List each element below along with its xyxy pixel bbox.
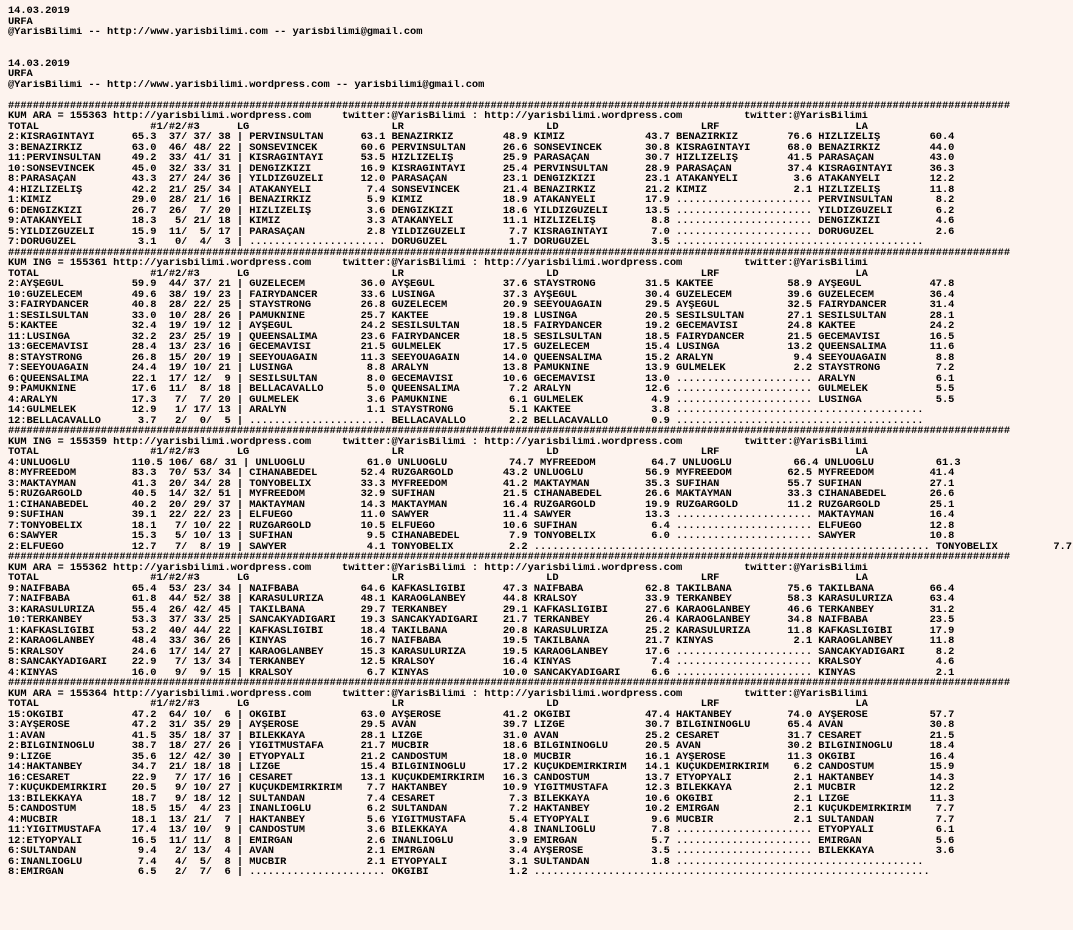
report-line: KUM ARA = 155363 http://yarisbilimi.wordpress.com twitter:@YarisBilimi : http://yarisbilimi.wordpress.com twitter:@YarisBilimi: [8, 111, 868, 122]
report-line: TOTAL #1/#2/#3 LG LR LD LRF LA: [8, 268, 868, 279]
report-line: 4:HIZLIZELİŞ 42.2 21/ 25/ 34 | ATAKANYELİ 7.4 SONSEVİNCEK 21.4 BENAZİRKIZ 21.2 KIMIZ 2.1 HIZLIZELİŞ 11.8: [8, 184, 955, 195]
report-line: 1:SESİLSULTAN 33.0 10/ 28/ 26 | PAMUKNİNE 25.7 KAKTEE 19.8 LUSINGA 20.5 SESİLSULTAN 27.1 SESİLSULTAN 28.1: [8, 310, 955, 321]
report-line: 3:MAKTAYMAN 41.3 20/ 34/ 28 | TONYOBELIX 33.3 MYFREEDOM 41.2 MAKTAYMAN 35.3 SUFİHAN 55.7 SUFİHAN 27.1: [8, 478, 955, 489]
report-line: 1:KAFKASLIGİBİ 53.2 40/ 44/ 22 | KAFKASLIGİBİ 18.4 TAKILBANA 20.8 KARASULURIZA 25.2 KARASULURIZA 11.8 KAFKASLIGİBİ 17.9: [8, 625, 955, 636]
report-line: @YarisBilimi -- http://www.yarisbilimi.com -- yarisbilimi@gmail.com: [8, 27, 423, 38]
report-line: 4:MÜCBİR 18.1 13/ 21/ 7 | HAKTANBEY 5.6 YİĞİTMUSTAFA 5.4 ETYOPYALI 9.6 MÜCBİR 2.1 SULTANDAN 7.7: [8, 814, 955, 825]
report-line: 5:CANDOSTUM 18.5 15/ 4/ 23 | İNANLIOĞLU 6.2 SULTANDAN 7.2 HAKTANBEY 10.2 EMİRGAN 2.1 KÜÇÜKDEMİRKIRIM 7.7: [8, 804, 955, 815]
report-line: 15:OKGİBİ 47.2 64/ 10/ 6 | OKGİBİ 63.0 AYŞEROSE 41.2 OKGİBİ 47.4 HAKTANBEY 74.0 AYŞEROSE 57.7: [8, 709, 955, 720]
report-line: 6:İNANLIOĞLU 7.4 4/ 5/ 8 | MÜCBİR 2.1 ETYOPYALI 3.1 SULTANDAN 1.8 ........................................: [8, 856, 924, 867]
report-line: TOTAL #1/#2/#3 LG LR LD LRF LA: [8, 121, 868, 132]
report-line: 7:SEEYOUAGAIN 24.4 19/ 10/ 21 | LUSINGA 8.8 ARALYN 13.8 PAMUKNİNE 13.9 GÜLMELEK 2.2 STAYSTRONG 7.2: [8, 363, 955, 374]
report-line: 9:LİZGE 35.6 12/ 42/ 30 | ETYOPYALI 21.2 CANDOSTUM 18.0 MÜCBİR 16.1 AYŞEROSE 11.3 OKGİBİ 16.4: [8, 751, 955, 762]
report-line: 8:EMİRGAN 6.5 2/ 7/ 6 | ...................... OKGİBİ 1.2 ................................................................: [8, 867, 930, 878]
report-line: 6:DENGİZKIZI 26.7 26/ 7/ 20 | HIZLIZELİŞ 3.6 DENGİZKIZI 18.6 YILDIZGÜZELİ 13.5 ...................... YILDIZGÜZELİ 6.2: [8, 205, 955, 216]
report-line: 4:KİNYAS 16.0 9/ 9/ 15 | KRALSOY 6.7 KİNYAS 10.0 SANCAKYADİGARI 6.6 ...................... KİNYAS 2.1: [8, 667, 955, 678]
report-line: 6:SULTANDAN 9.4 2/ 13/ 4 | AVAN 2.1 EMİRGAN 3.4 AYŞEROSE 3.5 ...................... BİLEKKAYA 3.6: [8, 846, 955, 857]
report-line: KUM İNG = 155359 http://yarisbilimi.wordpress.com twitter:@YarisBilimi : http://yarisbilimi.wordpress.com twitter:@YarisBilimi: [8, 436, 868, 447]
report-line: 14.03.2019: [8, 6, 70, 17]
report-line: KUM İNG = 155361 http://yarisbilimi.wordpress.com twitter:@YarisBilimi : http://yarisbilimi.wordpress.com twitter:@YarisBilimi: [8, 258, 868, 269]
report-line: 3:KARASULURIZA 55.4 26/ 42/ 45 | TAKILBANA 29.7 TERKANBEY 29.1 KAFKASLIGİBİ 27.6 KARAOĞLANBEY 46.6 TERKANBEY 31.2: [8, 604, 955, 615]
report-line: 9:PAMUKNİNE 17.6 11/ 8/ 18 | BELLACAVALLO 5.0 QUEENSALİMA 7.2 ARALYN 12.6 ...................... GÜLMELEK 5.5: [8, 384, 955, 395]
report-line: 11:PERVİNSULTAN 49.2 33/ 41/ 31 | KISRAĞINTAYI 53.5 HIZLIZELİŞ 25.9 PARASAÇAN 30.7 HIZLIZELİŞ 41.5 PARASAÇAN 43.0: [8, 153, 955, 164]
report-line: 5:RÜZGARGOLD 40.5 14/ 32/ 51 | MYFREEDOM 32.9 SUFİHAN 21.5 CİHANABEDEL 26.6 MAKTAYMAN 33.3 CİHANABEDEL 26.6: [8, 489, 955, 500]
report-line: @YarisBilimi -- http://www.yarisbilimi.wordpress.com -- yarisbilimi@gmail.com: [8, 79, 485, 90]
report-line: [8, 90, 1073, 101]
report-line: 1:KIMIZ 29.0 28/ 21/ 16 | BENAZİRKIZ 5.9 KIMIZ 18.9 ATAKANYELİ 17.9 ...................... PERVİNSULTAN 8.2: [8, 195, 955, 206]
report-line: ##################################################################################################################################################################: [8, 426, 1011, 437]
report-line: ##################################################################################################################################################################: [8, 552, 1011, 563]
report-line: TOTAL #1/#2/#3 LG LR LD LRF LA: [8, 699, 868, 710]
report-line: 14:GÜLMELEK 12.9 1/ 17/ 13 | ARALYN 1.1 STAYSTRONG 5.1 KAKTEE 3.8 ........................................: [8, 405, 924, 416]
report-line: 2:BİLGİNİNOĞLU 38.7 18/ 27/ 26 | YİĞİTMUSTAFA 21.7 MÜCBİR 18.6 BİLGİNİNOĞLU 20.5 AVAN 30.2 BİLGİNİNOĞLU 18.4: [8, 741, 955, 752]
report-line: 2:KISRAĞINTAYI 65.3 37/ 37/ 38 | PERVİNSULTAN 63.1 BENAZİRKIZ 48.9 KIMIZ 43.7 BENAZİRKIZ 76.6 HIZLIZELİŞ 60.4: [8, 132, 955, 143]
report-line: 16:CESARET 22.9 7/ 17/ 16 | CESARET 13.1 KÜÇÜKDEMİRKIRIM 16.3 CANDOSTUM 13.7 ETYOPYALI 2.1 HAKTANBEY 14.3: [8, 772, 955, 783]
report-line: KUM ARA = 155362 http://yarisbilimi.wordpress.com twitter:@YarisBilimi : http://yarisbilimi.wordpress.com twitter:@YarisBilimi: [8, 562, 868, 573]
report-line: ##################################################################################################################################################################: [8, 678, 1011, 689]
report-line: TOTAL #1/#2/#3 LG LR LD LRF LA: [8, 447, 868, 458]
report-line: 1:AVAN 41.5 35/ 18/ 37 | BİLEKKAYA 28.1 LİZGE 31.0 AVAN 25.2 CESARET 31.7 CESARET 21.5: [8, 730, 955, 741]
report-line: 9:ATAKANYELİ 18.3 5/ 21/ 18 | KIMIZ 3.3 ATAKANYELİ 11.1 HIZLIZELİŞ 8.8 ...................... DENGİZKIZI 4.6: [8, 216, 955, 227]
report-line: URFA: [8, 16, 33, 27]
report-line: 11:LUSINGA 32.2 23/ 25/ 19 | QUEENSALİMA 23.6 FAIRYDANCER 18.5 SESİLSULTAN 18.5 FAIRYDANCER 21.5 GECEMAVİSİ 16.5: [8, 331, 955, 342]
report-line: 13:BİLEKKAYA 18.7 9/ 18/ 12 | SULTANDAN 7.4 CESARET 7.3 BİLEKKAYA 10.6 OKGİBİ 2.1 LİZGE 11.3: [8, 793, 955, 804]
report-line: 9:SUFİHAN 39.1 22/ 22/ 23 | ELFUEGO 11.0 SAWYER 11.4 SAWYER 13.3 ...................... MAKTAYMAN 16.4: [8, 510, 955, 521]
report-line: ##################################################################################################################################################################: [8, 247, 1011, 258]
report-line: URFA: [8, 69, 33, 80]
report-line: 8:SANCAKYADİGARI 22.9 7/ 13/ 34 | TERKANBEY 12.5 KRALSOY 16.4 KİNYAS 7.4 ...................... KRALSOY 4.6: [8, 657, 955, 668]
report-line: TOTAL #1/#2/#3 LG LR LD LRF LA: [8, 573, 868, 584]
report-line: 1:CİHANABEDEL 40.2 20/ 29/ 37 | MAKTAYMAN 14.3 MAKTAYMAN 16.4 RÜZGARGOLD 19.9 RÜZGARGOLD 11.2 RÜZGARGOLD 25.1: [8, 499, 955, 510]
report-line: KUM ARA = 155364 http://yarisbilimi.wordpress.com twitter:@YarisBilimi : http://yarisbilimi.wordpress.com twitter:@YarisBilimi: [8, 688, 868, 699]
report-line: [8, 38, 1073, 49]
report-line: 7:KÜÇÜKDEMİRKIRI 20.5 9/ 10/ 27 | KÜÇÜKDEMİRKIRIM 7.7 HAKTANBEY 10.9 YİĞİTMUSTAFA 12.3 BİLEKKAYA 2.1 MÜCBİR 12.2: [8, 783, 955, 794]
report-line: 6:QUEENSALİMA 22.1 17/ 12/ 9 | SESİLSULTAN 8.0 GECEMAVİSİ 10.6 GECEMAVİSİ 13.0 ...................... ARALYN 6.1: [8, 373, 955, 384]
report-line: 3:BENAZİRKIZ 63.0 46/ 48/ 22 | SONSEVİNCEK 60.6 PERVİNSULTAN 26.6 SONSEVİNCEK 30.8 KISRAĞINTAYI 68.0 BENAZİRKIZ 44.0: [8, 142, 955, 153]
report-line: [8, 48, 1073, 59]
report-line: 3:AYŞEROSE 47.2 31/ 35/ 29 | AYŞEROSE 29.5 AVAN 39.7 LİZGE 30.7 BİLGİNİNOĞLU 65.4 AVAN 30.8: [8, 720, 955, 731]
report-line: 11:YİĞİTMUSTAFA 17.4 13/ 10/ 9 | CANDOSTUM 3.6 BİLEKKAYA 4.8 İNANLIOĞLU 7.8 ...................... ETYOPYALI 6.1: [8, 825, 955, 836]
report-line: 2:AYŞEGÜL 59.9 44/ 37/ 21 | GÜZELECEM 36.0 AYŞEGÜL 37.6 STAYSTRONG 31.5 KAKTEE 58.9 AYŞEGÜL 47.8: [8, 279, 955, 290]
report-line: 6:SAWYER 15.3 5/ 10/ 13 | SUFİHAN 9.5 CİHANABEDEL 7.9 TONYOBELIX 6.0 ...................... SAWYER 10.8: [8, 531, 955, 542]
report-line: 4:ARALYN 17.3 7/ 7/ 20 | GÜLMELEK 3.6 PAMUKNİNE 6.1 GÜLMELEK 4.9 ...................... LUSINGA 5.5: [8, 394, 955, 405]
report-line: 14.03.2019: [8, 58, 70, 69]
report-line: 7:DORUGÜZEL 3.1 0/ 4/ 3 | ...................... DORUGÜZEL 1.7 DORUGÜZEL 3.5 ........................................: [8, 237, 924, 248]
report-line: 5:KAKTEE 32.4 19/ 19/ 12 | AYŞEGÜL 24.2 SESİLSULTAN 18.5 FAIRYDANCER 19.2 GECEMAVİSİ 24.8 KAKTEE 24.2: [8, 321, 955, 332]
report-line: 10:SONSEVİNCEK 45.0 32/ 33/ 31 | DENGİZKIZI 16.9 KISRAĞINTAYI 25.4 PERVİNSULTAN 28.9 PARASAÇAN 37.4 KISRAĞINTAYI 36.3: [8, 163, 955, 174]
report-line: 5:KRALSOY 24.6 17/ 14/ 27 | KARAOĞLANBEY 15.3 KARASULURIZA 19.5 KARAOĞLANBEY 17.6 ...................... SANCAKYADİGARI 8.2: [8, 646, 955, 657]
report-line: 8:PARASAÇAN 43.3 27/ 24/ 36 | YILDIZGÜZELİ 12.0 PARASAÇAN 23.1 DENGİZKIZI 23.1 ATAKANYELİ 3.6 ATAKANYELİ 12.2: [8, 174, 955, 185]
report-line: 8:MYFREEDOM 83.3 70/ 53/ 34 | CİHANABEDEL 52.4 RÜZGARGOLD 43.2 ÜNLÜOĞLU 56.9 MYFREEDOM 62.5 MYFREEDOM 41.4: [8, 468, 955, 479]
report-line: ##################################################################################################################################################################: [8, 100, 1011, 111]
report-line: 9:NAİFBABA 65.4 53/ 23/ 34 | NAİFBABA 64.6 KAFKASLIGİBİ 47.3 NAİFBABA 62.8 TAKILBANA 75.6 TAKILBANA 66.4: [8, 583, 955, 594]
report-line: 4:ÜNLÜOĞLU 110.5 106/ 68/ 31 | ÜNLÜOĞLU 61.0 ÜNLÜOĞLU 74.7 MYFREEDOM 64.7 ÜNLÜOĞLU 66.4 ÜNLÜOĞLU 61.3: [8, 457, 961, 468]
report-line: 10:GÜZELECEM 49.6 38/ 19/ 23 | FAIRYDANCER 33.6 LUSINGA 37.3 AYŞEGÜL 30.4 GÜZELECEM 39.6 GÜZELECEM 36.4: [8, 289, 955, 300]
report-line: 8:STAYSTRONG 26.8 15/ 20/ 19 | SEEYOUAGAIN 11.3 SEEYOUAGAIN 14.0 QUEENSALİMA 15.2 ARALYN 9.4 SEEYOUAGAIN 8.8: [8, 352, 955, 363]
report-line: 2:KARAOĞLANBEY 48.4 33/ 36/ 26 | KİNYAS 16.7 NAİFBABA 19.5 TAKILBANA 21.7 KİNYAS 2.1 KARAOĞLANBEY 11.8: [8, 636, 955, 647]
report-line: 2:ELFUEGO 12.7 7/ 8/ 19 | SAWYER 4.1 TONYOBELIX 2.2 ................................................................ TONYOBELIX 7.7: [8, 541, 1072, 552]
report-line: 10:TERKANBEY 53.3 37/ 33/ 25 | SANCAKYADİGARI 19.3 SANCAKYADİGARI 21.7 TERKANBEY 26.4 KARAOĞLANBEY 34.8 NAİFBABA 23.5: [8, 615, 955, 626]
report-line: 3:FAIRYDANCER 40.8 28/ 22/ 25 | STAYSTRONG 26.8 GÜZELECEM 20.9 SEEYOUAGAIN 29.5 AYŞEGÜL 32.5 FAIRYDANCER 31.4: [8, 300, 955, 311]
report-line: 14:HAKTANBEY 34.7 21/ 18/ 18 | LİZGE 15.4 BİLGİNİNOĞLU 17.2 KÜÇÜKDEMİRKIRIM 14.1 KÜÇÜKDEMİRKIRIM 6.2 CANDOSTUM 15.9: [8, 762, 955, 773]
report-line: 13:GECEMAVİSİ 28.4 13/ 23/ 16 | GECEMAVİSİ 21.5 GÜLMELEK 17.5 GÜZELECEM 15.4 LUSINGA 13.2 QUEENSALİMA 11.6: [8, 342, 955, 353]
report-line: 7:NAİFBABA 61.8 44/ 52/ 38 | KARASULURIZA 48.1 KARAOĞLANBEY 44.8 KRALSOY 33.9 TERKANBEY 58.3 KARASULURIZA 63.4: [8, 594, 955, 605]
report-line: 7:TONYOBELIX 18.1 7/ 10/ 22 | RÜZGARGOLD 10.5 ELFUEGO 10.6 SUFİHAN 6.4 ...................... ELFUEGO 12.8: [8, 520, 955, 531]
report-line: 12:BELLACAVALLO 3.7 2/ 0/ 5 | ...................... BELLACAVALLO 2.2 BELLACAVALLO 0.9 ........................................: [8, 415, 924, 426]
report-line: 12:ETYOPYALI 16.5 11/ 11/ 8 | EMİRGAN 2.6 İNANLIOĞLU 3.9 EMİRGAN 5.7 ...................... EMİRGAN 5.6: [8, 835, 955, 846]
report-line: 5:YILDIZGÜZELİ 15.9 11/ 5/ 17 | PARASAÇAN 2.8 YILDIZGÜZELİ 7.7 KISRAĞINTAYI 7.0 ...................... DORUGÜZEL 2.6: [8, 226, 955, 237]
